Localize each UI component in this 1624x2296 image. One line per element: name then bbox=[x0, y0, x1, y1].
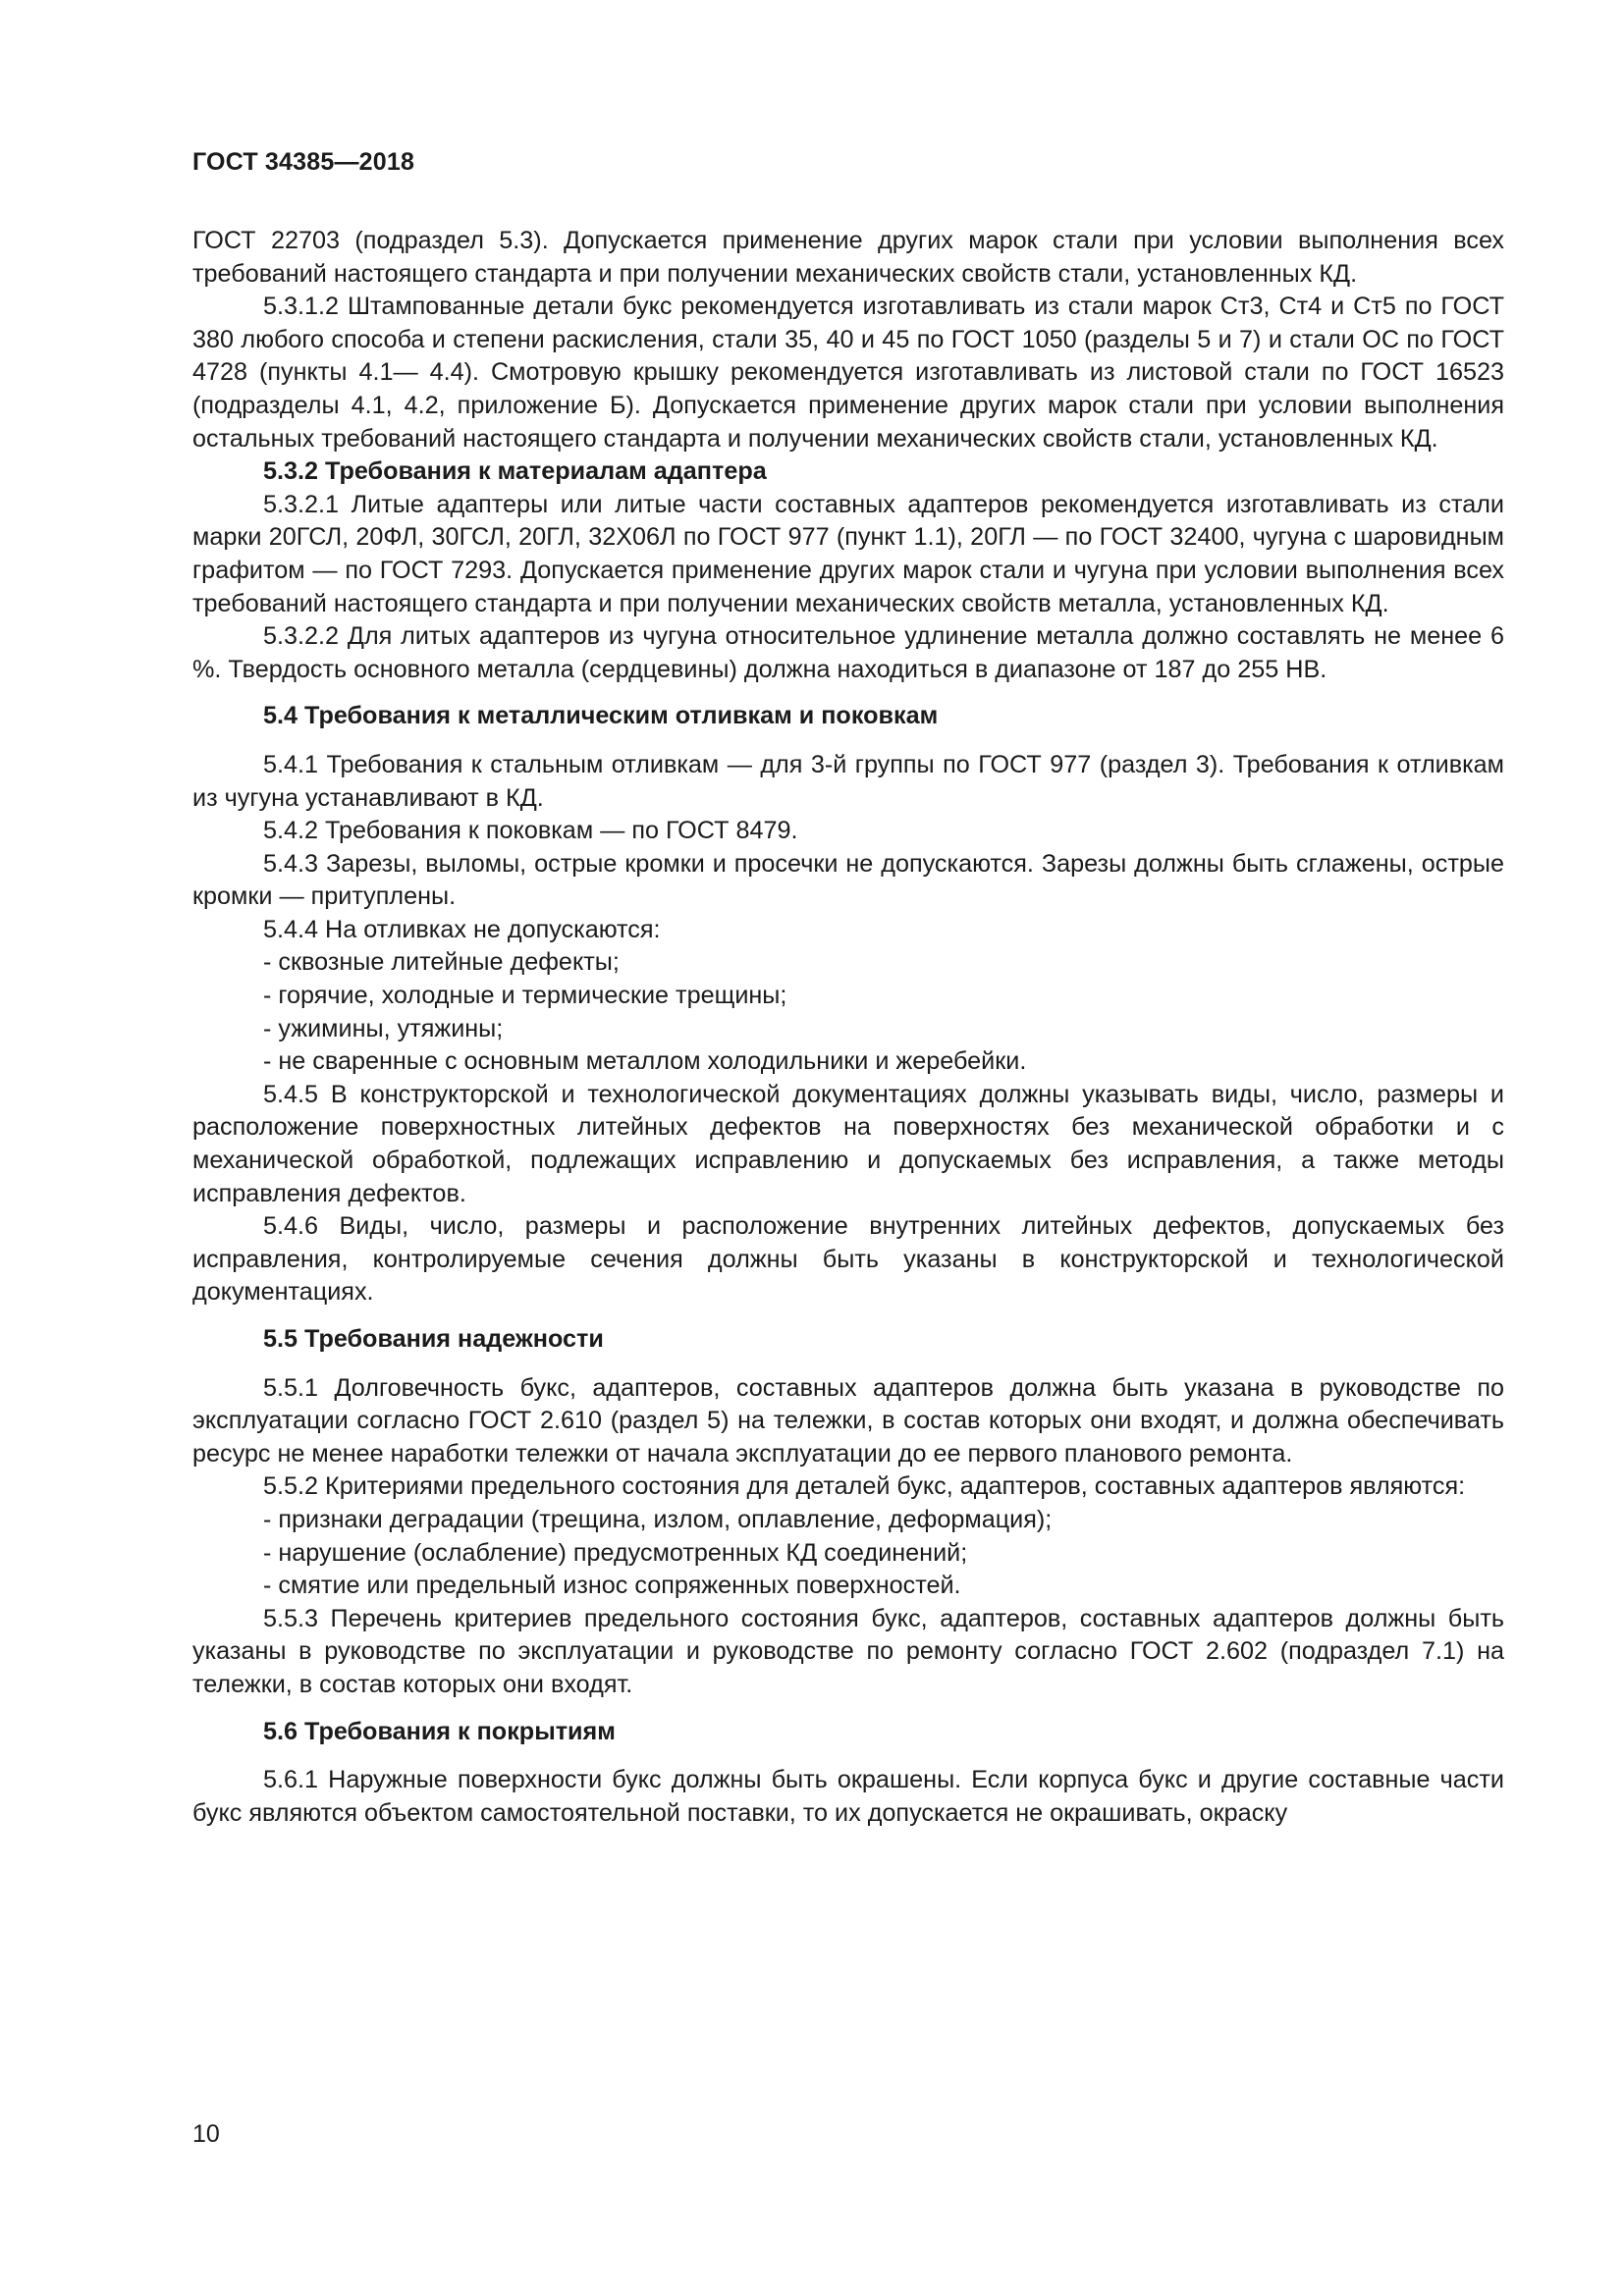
paragraph: 5.5.2 Критериями предельного состояния для деталей букс, адаптеров, составных адаптеров являются: bbox=[263, 1472, 1466, 1501]
paragraph: ГОСТ 22703 (подраздел 5.3). Допускается применение других марок стали при условии выполнения всех требований настоящего стандарта и при получении механических свойств стали, установленных КД. bbox=[192, 227, 1504, 288]
section-heading: 5.6 Требования к покрытиям bbox=[263, 1717, 616, 1745]
list-item: - сквозные литейные дефекты; bbox=[263, 948, 620, 977]
paragraph: 5.3.2.1 Литые адаптеры или литые части составных адаптеров рекомендуется изготавливать из стали марки 20ГСЛ, 20ФЛ, 30ГСЛ, 20ГЛ, 32Х06Л по ГОСТ 977 (пункт 1.1), 20ГЛ — по ГОСТ 32400, чугуна с шаровидным графитом — по ГОСТ 7293. Допускается применение других марок стали и чугуна при условии выполнения всех требований настоящего стандарта и при получении механических свойств металла, установленных КД. bbox=[192, 490, 1504, 617]
document-header: ГОСТ 34385—2018 bbox=[192, 148, 415, 176]
document-body bbox=[192, 225, 1504, 1830]
paragraph: 5.5.3 Перечень критериев предельного состояния букс, адаптеров, составных адаптеров должны быть указаны в руководстве по эксплуатации и руководстве по ремонту согласно ГОСТ 2.602 (подраздел 7.1) на тележки, в состав которых они входят. bbox=[192, 1604, 1504, 1698]
paragraph: 5.4.4 На отливках не допускаются: bbox=[263, 915, 661, 943]
paragraph: 5.4.3 Зарезы, выломы, острые кромки и просечки не допускаются. Зарезы должны быть сглажены, острые кромки — притуплены. bbox=[192, 849, 1504, 911]
list-item: - не сваренные с основным металлом холодильники и жеребейки. bbox=[263, 1047, 1027, 1076]
paragraph: 5.5.1 Долговечность букс, адаптеров, составных адаптеров должна быть указана в руководстве по эксплуатации согласно ГОСТ 2.610 (раздел 5) на тележки, в состав которых они входят, и должна обеспечивать ресурс не менее наработки тележки от начала эксплуатации до ее первого планового ремонта. bbox=[192, 1373, 1504, 1468]
paragraph: 5.3.1.2 Штампованные детали букс рекомендуется изготавливать из стали марок Ст3, Ст4 и Ст5 по ГОСТ 380 любого способа и степени раскисления, стали 35, 40 и 45 по ГОСТ 1050 (разделы 5 и 7) и стали ОС по ГОСТ 4728 (пункты 4.1— 4.4). Смотровую крышку рекомендуется изготавливать из листовой стали по ГОСТ 16523 (подразделы 4.1, 4.2, приложение Б). Допускается применение других марок стали при условии выполнения остальных требований настоящего стандарта и получении механических свойств стали, установленных КД. bbox=[192, 293, 1504, 453]
page-number: 10 bbox=[192, 2120, 220, 2148]
list-item: - ужимины, утяжины; bbox=[263, 1014, 504, 1042]
section-heading: 5.5 Требования надежности bbox=[263, 1325, 604, 1353]
list-item: - смятие или предельный износ сопряженных поверхностей. bbox=[263, 1572, 961, 1600]
subsection-heading: 5.3.2 Требования к материалам адаптера bbox=[263, 457, 767, 486]
list-item: - горячие, холодные и термические трещины; bbox=[263, 982, 787, 1010]
paragraph: 5.3.2.2 Для литых адаптеров из чугуна относительное удлинение металла должно составлять не менее 6 %. Твердость основного металла (сердцевины) должна находиться в диапазоне от 187 до 255 НВ. bbox=[192, 622, 1504, 683]
section-heading: 5.4 Требования к металлическим отливкам и поковкам bbox=[263, 702, 939, 730]
paragraph: 5.4.5 В конструкторской и технологической документациях должны указывать виды, число, размеры и расположение поверхностных литейных дефектов на поверхностях без механической обработки и с механической обработкой, подлежащих исправлению и допускаемых без исправления, а также методы исправления дефектов. bbox=[192, 1080, 1504, 1207]
paragraph: 5.6.1 Наружные поверхности букс должны быть окрашены. Если корпуса букс и другие составные части букс являются объектом самостоятельной поставки, то их допускается не окрашивать, окраску bbox=[192, 1766, 1504, 1827]
paragraph: 5.4.1 Требования к стальным отливкам — для 3-й группы по ГОСТ 977 (раздел 3). Требования к отливкам из чугуна устанавливают в КД. bbox=[192, 750, 1504, 812]
list-item: - признаки деградации (трещина, излом, оплавление, деформация); bbox=[263, 1505, 1053, 1533]
list-item: - нарушение (ослабление) предусмотренных КД соединений; bbox=[263, 1538, 968, 1567]
paragraph: 5.4.6 Виды, число, размеры и расположение внутренних литейных дефектов, допускаемых без исправления, контролируемые сечения должны быть указаны в конструкторской и технологической документациях. bbox=[192, 1212, 1504, 1307]
paragraph: 5.4.2 Требования к поковкам — по ГОСТ 8479. bbox=[263, 817, 798, 845]
